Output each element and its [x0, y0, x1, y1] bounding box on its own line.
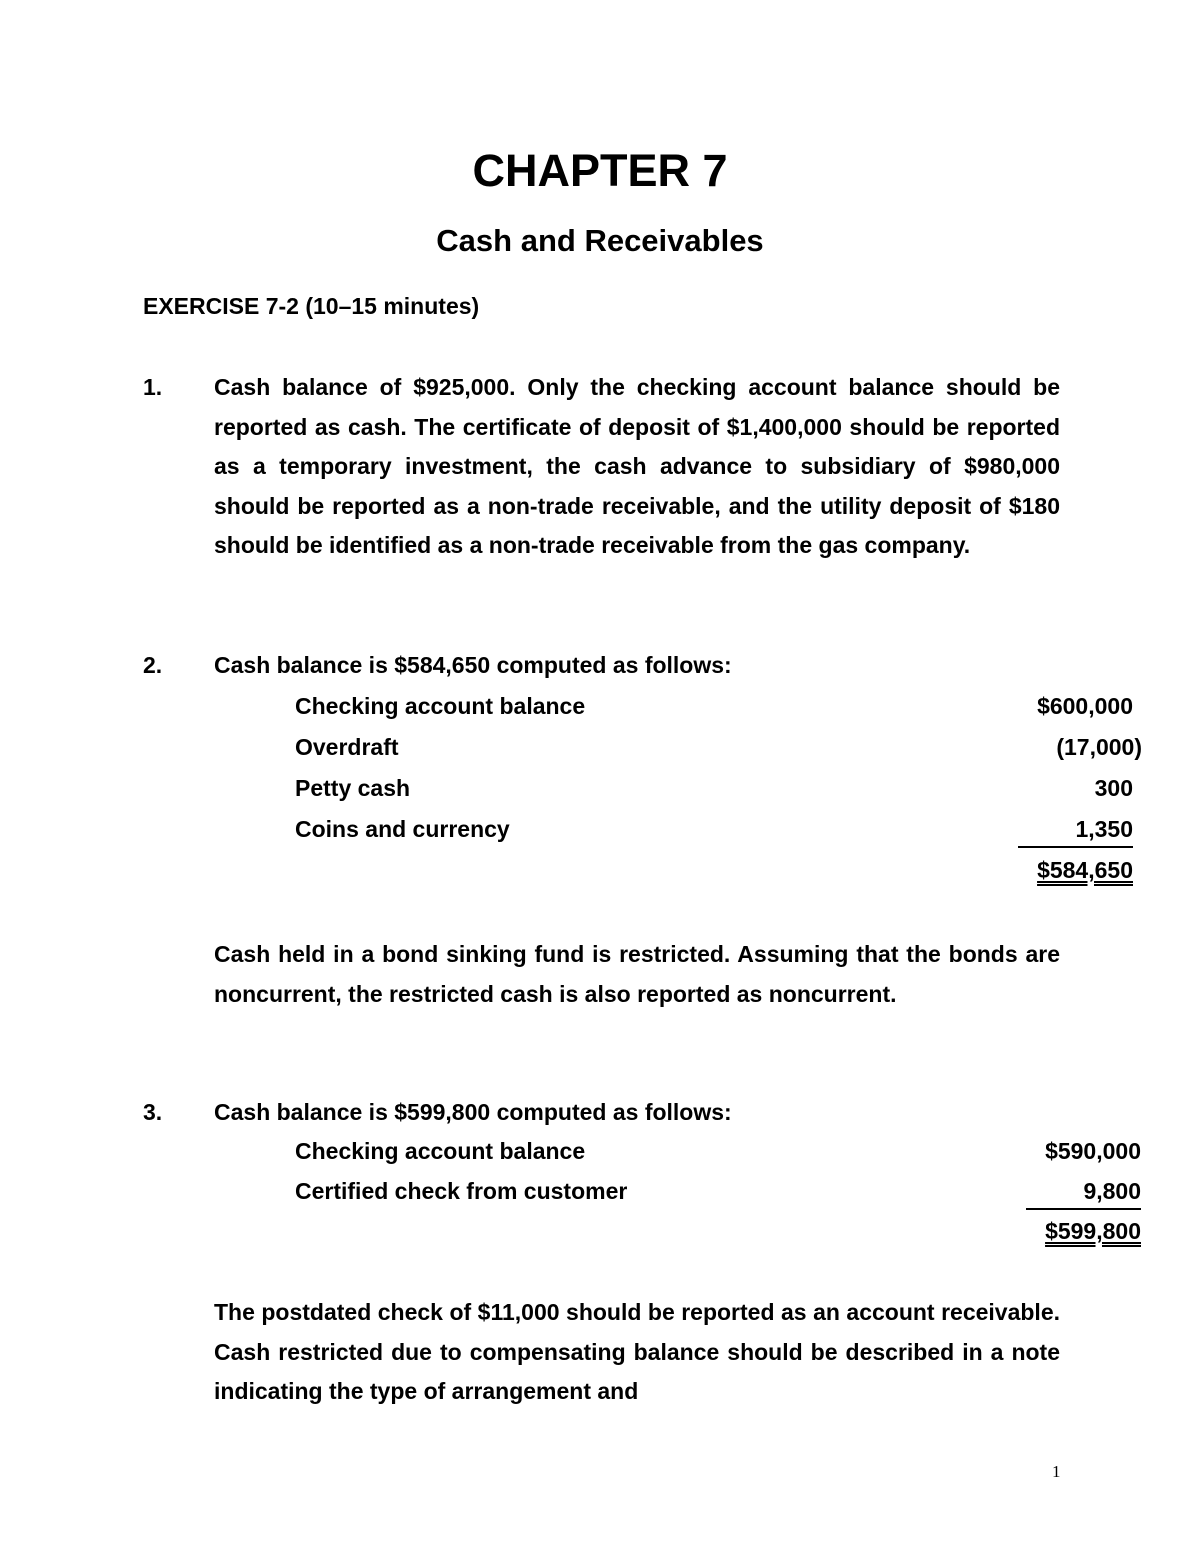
- item-2-row-label: Overdraft: [295, 734, 399, 760]
- item-2-row-amount: 1,350: [1075, 816, 1133, 842]
- item-2-row-amount: $600,000: [1037, 693, 1133, 719]
- item-3-row-label: Checking account balance: [295, 1138, 586, 1164]
- subtotal-rule: [1018, 846, 1133, 848]
- item-2-note: Cash held in a bond sinking fund is restricted. Assuming that the bonds are noncurrent, the restricted cash is also reported as noncurrent.: [214, 941, 1060, 1007]
- item-2-row-amount: 300: [1094, 775, 1133, 801]
- item-3-intro: Cash balance is $599,800 computed as follows:: [214, 1099, 732, 1125]
- item-3-row-amount: $590,000: [1045, 1138, 1141, 1164]
- item-number-2: 2.: [143, 652, 163, 678]
- item-3-row-label: Certified check from customer: [295, 1178, 628, 1204]
- item-2-row-label: Checking account balance: [295, 693, 586, 719]
- item-2-row-amount: (17,000): [1056, 734, 1142, 760]
- item-3-row-amount: 9,800: [1083, 1178, 1141, 1204]
- chapter-title: CHAPTER 7: [472, 145, 728, 196]
- subtotal-rule: [1026, 1208, 1141, 1210]
- chapter-subtitle: Cash and Receivables: [436, 223, 764, 258]
- item-1-text: Cash balance of $925,000. Only the checking account balance should be reported as cash. The certificate of deposit of $1,400,000 should be reported as a temporary investment, the cash advance to subsidiary of $980,000 should be reported as a non-trade receivable, and the utility deposit of $180 should be identified as a non-trade receivable from the gas company.: [214, 374, 1060, 558]
- item-2-total: $584,650: [1037, 857, 1133, 883]
- item-3-note: The postdated check of $11,000 should be reported as an account receivable. Cash restricted due to compensating balance should be described in a note indicating the type of arrangement and: [214, 1299, 1060, 1404]
- item-number-1: 1.: [143, 374, 163, 400]
- item-2-intro: Cash balance is $584,650 computed as follows:: [214, 652, 732, 678]
- exercise-heading: EXERCISE 7-2 (10–15 minutes): [143, 293, 480, 319]
- item-3-total: $599,800: [1045, 1218, 1141, 1244]
- item-number-3: 3.: [143, 1099, 163, 1125]
- item-2-row-label: Coins and currency: [295, 816, 510, 842]
- page-number: 1: [1052, 1462, 1061, 1481]
- item-2-row-label: Petty cash: [295, 775, 411, 801]
